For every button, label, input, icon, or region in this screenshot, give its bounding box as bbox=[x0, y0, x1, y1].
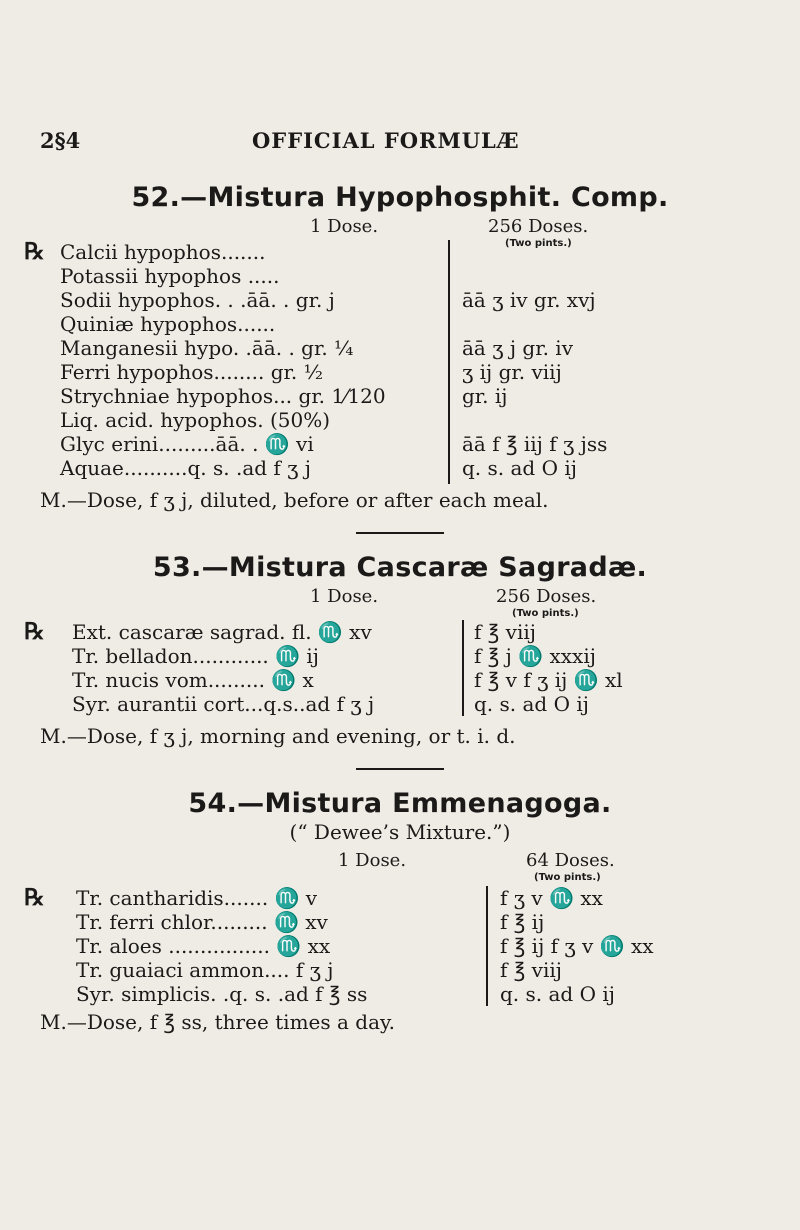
formula-52-bulk-dose: q. s. ad O ij bbox=[462, 456, 577, 480]
formula-54-bulk-note: (Two pints.) bbox=[534, 872, 601, 883]
formula-54 bbox=[0, 788, 800, 1034]
formula-52-ingredient: Glyc erini.........āā. . ♏ vi bbox=[60, 432, 314, 456]
formula-53-one-dose-head: 1 Dose. bbox=[310, 586, 379, 607]
formula-54-ingredient: Tr. cantharidis....... ♏ v bbox=[76, 886, 318, 910]
formula-52-one-dose-head: 1 Dose. bbox=[310, 216, 379, 237]
section-divider bbox=[356, 768, 444, 770]
formula-52-bulk-note: (Two pints.) bbox=[505, 238, 572, 249]
formula-54-ingredient: Tr. aloes ................ ♏ xx bbox=[76, 934, 331, 958]
formula-52-rx-symbol: ℞ bbox=[24, 238, 45, 265]
formula-52-ingredient: Ferri hypophos........ gr. ½ bbox=[60, 360, 323, 384]
formula-54-bulk-dose: f ℥ ij f ʒ v ♏ xx bbox=[500, 934, 654, 958]
formula-54-heading: 54.—Mistura Emmenagoga. bbox=[188, 788, 612, 819]
formula-52-brace-line bbox=[448, 240, 450, 484]
formula-52-ingredient: Liq. acid. hypophos. (50%) bbox=[60, 408, 331, 432]
formula-53-ingredient: Syr. aurantii cort...q.s..ad f ʒ j bbox=[72, 692, 375, 716]
formula-53-direction: M.—Dose, f ʒ j, morning and evening, or t. i. d. bbox=[40, 724, 516, 748]
formula-54-brace-line bbox=[486, 886, 488, 1006]
formula-53-bulk-note: (Two pints.) bbox=[512, 608, 579, 619]
formula-53-heading: 53.—Mistura Cascaræ Sagradæ. bbox=[152, 552, 648, 583]
formula-52-ingredient: Quiniæ hypophos...... bbox=[60, 312, 276, 336]
formula-54-bulk-dose: f ℥ ij bbox=[500, 910, 545, 934]
formula-54-rx-symbol: ℞ bbox=[24, 884, 45, 911]
formula-52-ingredient: Potassii hypophos ..... bbox=[60, 264, 280, 288]
formula-54-one-dose-head: 1 Dose. bbox=[338, 850, 407, 871]
formula-52-bulk-dose: āā f ℥ iij f ʒ jss bbox=[462, 432, 608, 456]
formula-52-bulk-dose: ʒ ij gr. viij bbox=[462, 360, 562, 384]
formula-52-bulk-dose: gr. ij bbox=[462, 384, 508, 408]
formula-53-ingredient: Tr. belladon............ ♏ ij bbox=[72, 644, 320, 668]
formula-52-ingredient: Strychniae hypophos... gr. 1⁄120 bbox=[60, 384, 386, 408]
formula-53-bulk-dose: f ℥ v f ʒ ij ♏ xl bbox=[474, 668, 623, 692]
page-number: 2§4 bbox=[40, 128, 81, 153]
formula-52-ingredient: Sodii hypophos. . .āā. . gr. j bbox=[60, 288, 335, 312]
formula-52-bulk-dose: āā ʒ j gr. iv bbox=[462, 336, 573, 360]
section-divider bbox=[356, 532, 444, 534]
formula-52-ingredient: Calcii hypophos....... bbox=[60, 240, 266, 264]
running-head: OFFICIAL FORMULÆ bbox=[252, 128, 520, 153]
formula-54-ingredient: Syr. simplicis. .q. s. .ad f ℥ ss bbox=[76, 982, 368, 1006]
formula-52-direction: M.—Dose, f ʒ j, diluted, before or after each meal. bbox=[40, 488, 549, 512]
formula-52-bulk-dose: āā ʒ iv gr. xvj bbox=[462, 288, 596, 312]
formula-54-ingredient: Tr. ferri chlor......... ♏ xv bbox=[76, 910, 328, 934]
formula-52-bulk-dose-head: 256 Doses. bbox=[488, 216, 589, 237]
formula-53 bbox=[0, 552, 800, 752]
formula-53-brace-line bbox=[462, 620, 464, 716]
formula-53-ingredient: Tr. nucis vom......... ♏ x bbox=[72, 668, 314, 692]
formula-53-ingredient: Ext. cascaræ sagrad. fl. ♏ xv bbox=[72, 620, 372, 644]
formula-53-bulk-dose: q. s. ad O ij bbox=[474, 692, 589, 716]
formula-52-ingredient: Aquae..........q. s. .ad f ʒ j bbox=[60, 456, 312, 480]
formula-52-ingredient: Manganesii hypo. .āā. . gr. ¼ bbox=[60, 336, 354, 360]
formula-53-bulk-dose-head: 256 Doses. bbox=[496, 586, 597, 607]
formula-54-ingredient: Tr. guaiaci ammon.... f ʒ j bbox=[76, 958, 334, 982]
page-header bbox=[40, 128, 760, 162]
formula-54-direction: M.—Dose, f ℥ ss, three times a day. bbox=[40, 1010, 396, 1034]
formula-53-rx-symbol: ℞ bbox=[24, 618, 45, 645]
formula-54-bulk-dose: f ℥ viij bbox=[500, 958, 562, 982]
formula-54-bulk-dose: q. s. ad O ij bbox=[500, 982, 615, 1006]
formula-54-bulk-dose: f ʒ v ♏ xx bbox=[500, 886, 603, 910]
formula-52-heading: 52.—Mistura Hypophosphit. Comp. bbox=[131, 182, 669, 213]
formula-53-bulk-dose: f ℥ viij bbox=[474, 620, 536, 644]
formula-54-subheading: (“ Dewee’s Mixture.”) bbox=[289, 820, 511, 844]
formula-54-bulk-dose-head: 64 Doses. bbox=[526, 850, 615, 871]
formula-53-bulk-dose: f ℥ j ♏ xxxij bbox=[474, 644, 596, 668]
